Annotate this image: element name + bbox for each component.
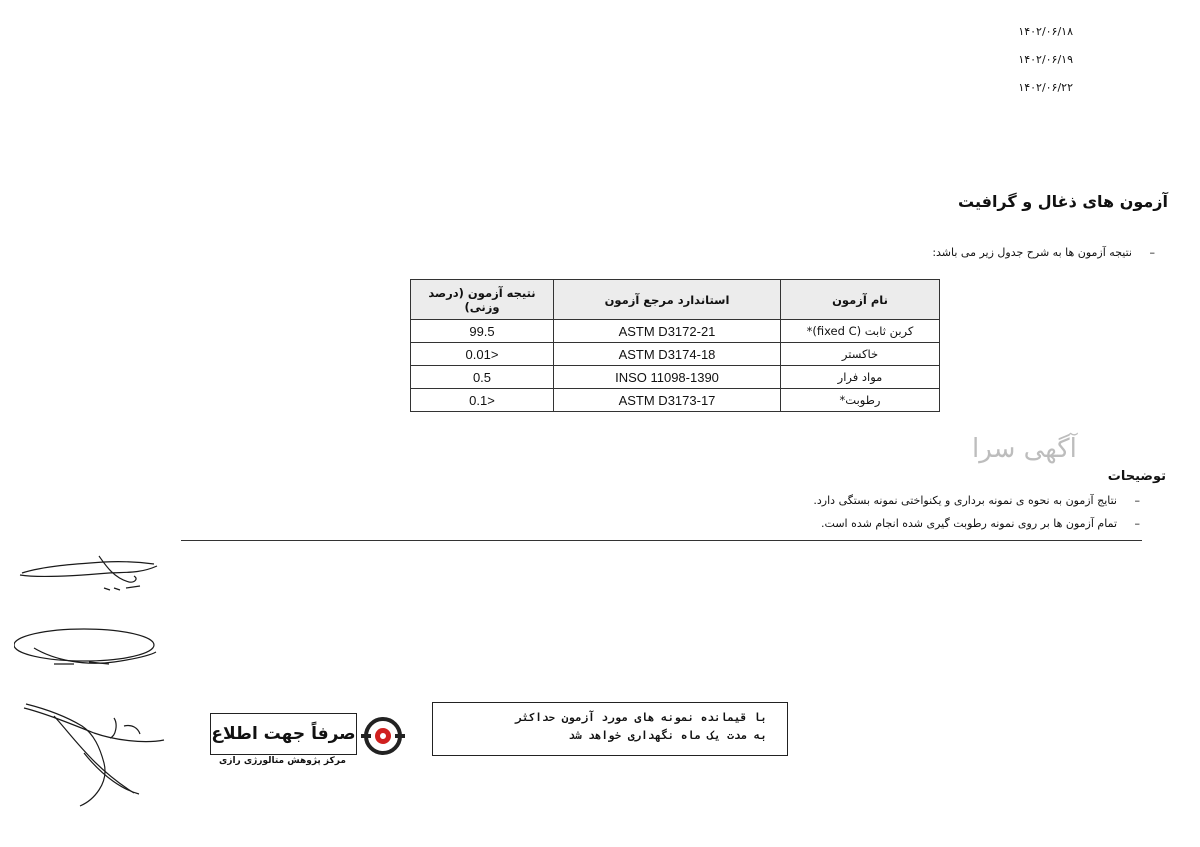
bullet-dash: – xyxy=(1134,494,1140,507)
intro-text: نتیجه آزمون ها به شرح جدول زیر می باشد: xyxy=(932,246,1132,259)
note-text: تمام آزمون ها بر روی نمونه رطوبت گیری شده انجام شده است. xyxy=(821,517,1117,530)
intro-line xyxy=(932,246,1155,259)
divider xyxy=(181,540,1142,541)
header-standard: استاندارد مرجع آزمون xyxy=(554,280,781,320)
header-result: نتیجه آزمون (درصد وزنی) xyxy=(411,280,554,320)
stamp-org: مرکز پژوهش متالورژی رازی xyxy=(219,756,346,766)
signature-2 xyxy=(14,629,156,664)
notes-list xyxy=(813,494,1140,540)
cell-test-name: خاکستر xyxy=(781,343,940,366)
date-2: ۱۴۰۲/۰۶/۱۹ xyxy=(1018,53,1073,66)
watermark: آگهی سرا xyxy=(972,434,1077,464)
retention-notice xyxy=(432,702,788,756)
retention-line-1: با قیمانده نمونه های مورد آزمون حداکثر xyxy=(515,711,767,724)
cell-result: 99.5 xyxy=(411,320,554,343)
table-header-row xyxy=(411,280,940,320)
note-text: نتایج آزمون به نحوه ی نمونه برداری و یکنواختی نمونه بستگی دارد. xyxy=(813,494,1117,507)
retention-line-2: به مدت یک ماه نگهداری خواهد شد xyxy=(568,729,767,742)
notes-title: توضیحات xyxy=(1107,469,1166,484)
cell-standard: INSO 11098-1390 xyxy=(554,366,781,389)
list-item xyxy=(813,494,1140,512)
section-title: آزمون های ذغال و گرافیت xyxy=(958,192,1168,211)
table-row xyxy=(411,343,940,366)
cell-standard: ASTM D3174-18 xyxy=(554,343,781,366)
results-table xyxy=(410,279,940,412)
cell-result: <0.01 xyxy=(411,343,554,366)
cell-result: 0.5 xyxy=(411,366,554,389)
stamp-label: صرفاً جهت اطلاع xyxy=(210,713,357,755)
bullet-dash: – xyxy=(1149,246,1155,259)
list-item xyxy=(813,517,1140,535)
cell-standard: ASTM D3172-21 xyxy=(554,320,781,343)
table-row xyxy=(411,366,940,389)
table-row xyxy=(411,320,940,343)
table-row xyxy=(411,389,940,412)
cell-standard: ASTM D3173-17 xyxy=(554,389,781,412)
cell-test-name: کربن ثابت (fixed C)* xyxy=(781,320,940,343)
cell-test-name: مواد فرار xyxy=(781,366,940,389)
header-test-name: نام آزمون xyxy=(781,280,940,320)
signatures xyxy=(14,548,174,818)
date-1: ۱۴۰۲/۰۶/۱۸ xyxy=(1018,25,1073,38)
cell-result: <0.1 xyxy=(411,389,554,412)
bullet-dash: – xyxy=(1134,517,1140,530)
cell-test-name: رطوبت* xyxy=(781,389,940,412)
signature-3 xyxy=(24,704,164,806)
signature-1 xyxy=(20,556,157,590)
lab-logo-icon xyxy=(359,716,407,756)
date-3: ۱۴۰۲/۰۶/۲۲ xyxy=(1018,81,1073,94)
report-dates xyxy=(1011,24,1073,108)
